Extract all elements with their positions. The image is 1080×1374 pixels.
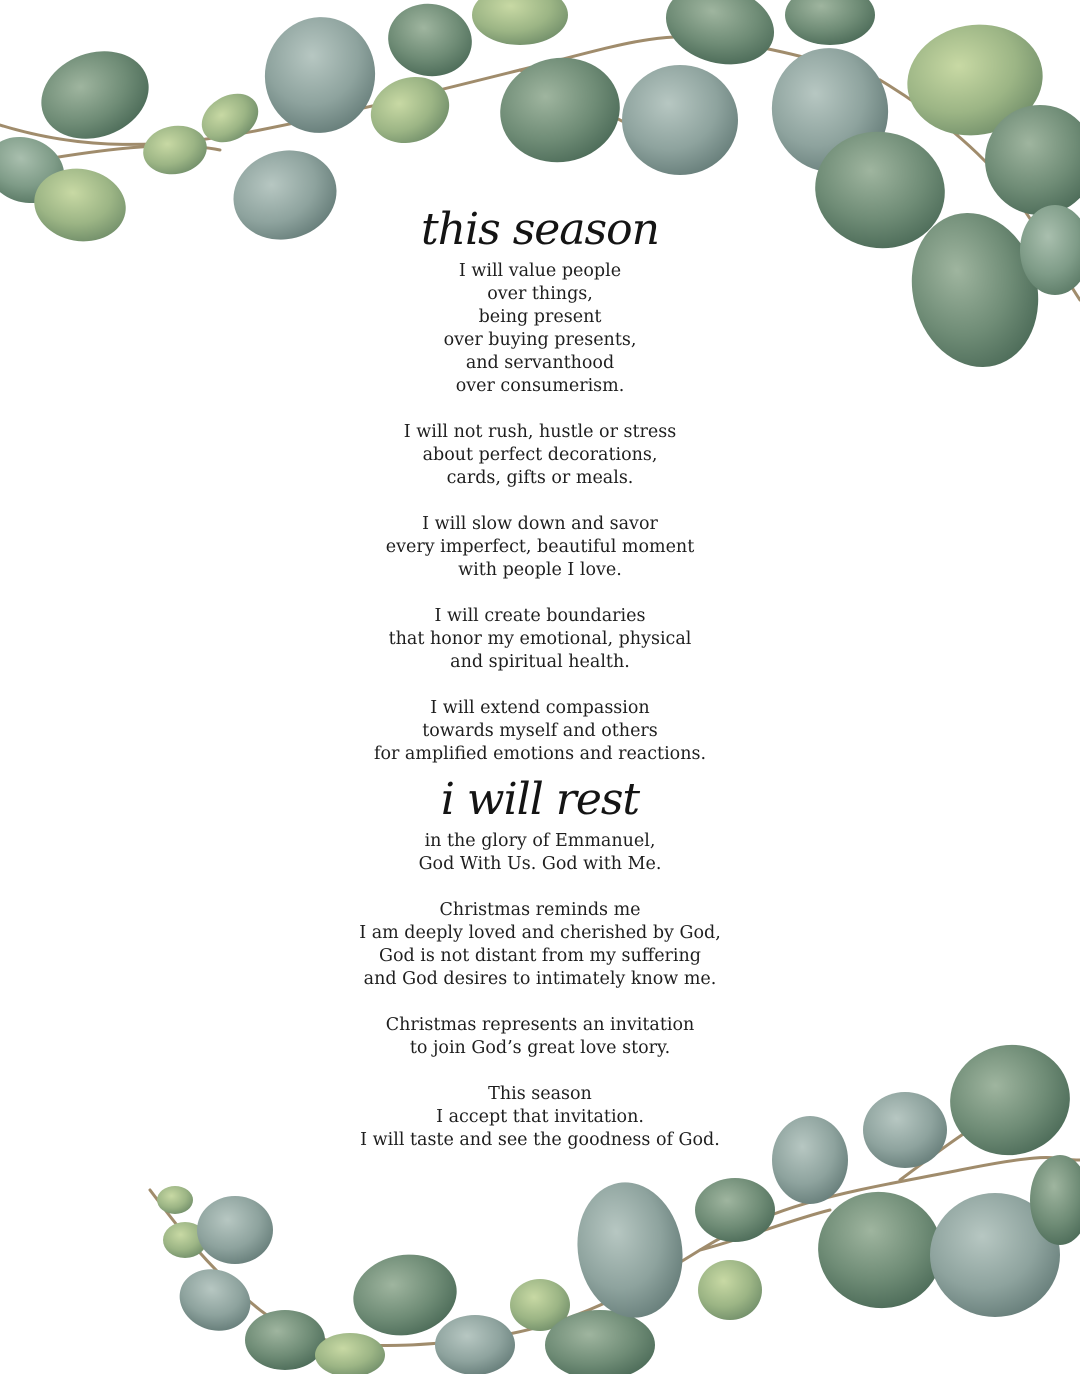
poem-line: with people I love. [458,560,622,580]
stanza [290,1014,790,1060]
poem-line: in the glory of Emmanuel, [424,831,656,851]
stanza [290,260,790,398]
poem-line: God is not distant from my suffering [379,946,701,966]
poem-line: I accept that invitation. [436,1107,644,1127]
poem-line: Christmas represents an invitation [385,1015,695,1035]
poem-line: every imperfect, beautiful moment [385,537,695,557]
stanza [290,830,790,876]
poem-line: and spiritual health. [450,652,630,672]
poem-line: I will extend compassion [430,698,650,718]
poem-line: towards myself and others [422,721,658,741]
heading-this-season: this season [421,204,659,255]
poem-line: I will taste and see the goodness of God. [360,1130,720,1150]
poem-line: I will create boundaries [434,606,646,626]
stanza [290,697,790,766]
heading-i-will-rest: i will rest [440,774,640,825]
poem-line: I am deeply loved and cherished by God, [359,923,721,943]
poem-line: over buying presents, [443,330,637,350]
poem-line: about perfect decorations, [422,445,658,465]
stanza [290,421,790,490]
poem-line: I will slow down and savor [422,514,658,534]
poem [290,200,790,1156]
stanza [290,899,790,991]
poem-part-one [290,260,790,766]
poem-line: that honor my emotional, physical [388,629,692,649]
poem-line: to join God’s great love story. [409,1038,671,1058]
poem-line: This season [488,1084,592,1104]
poem-line: Christmas reminds me [439,900,641,920]
poem-line: God With Us. God with Me. [418,854,662,874]
poem-line: over things, [487,284,593,304]
poem-line: I will value people [458,261,622,281]
poem-line: being present [478,307,602,327]
poem-line: for amplified emotions and reactions. [373,744,707,764]
poem-line: over consumerism. [455,376,625,396]
poem-line: and God desires to intimately know me. [363,969,717,989]
poem-part-two [290,830,790,1152]
stanza [290,513,790,582]
stanza [290,605,790,674]
poem-line: cards, gifts or meals. [446,468,634,488]
poem-line: I will not rush, hustle or stress [403,422,677,442]
stanza [290,1083,790,1152]
poem-line: and servanthood [465,353,615,373]
